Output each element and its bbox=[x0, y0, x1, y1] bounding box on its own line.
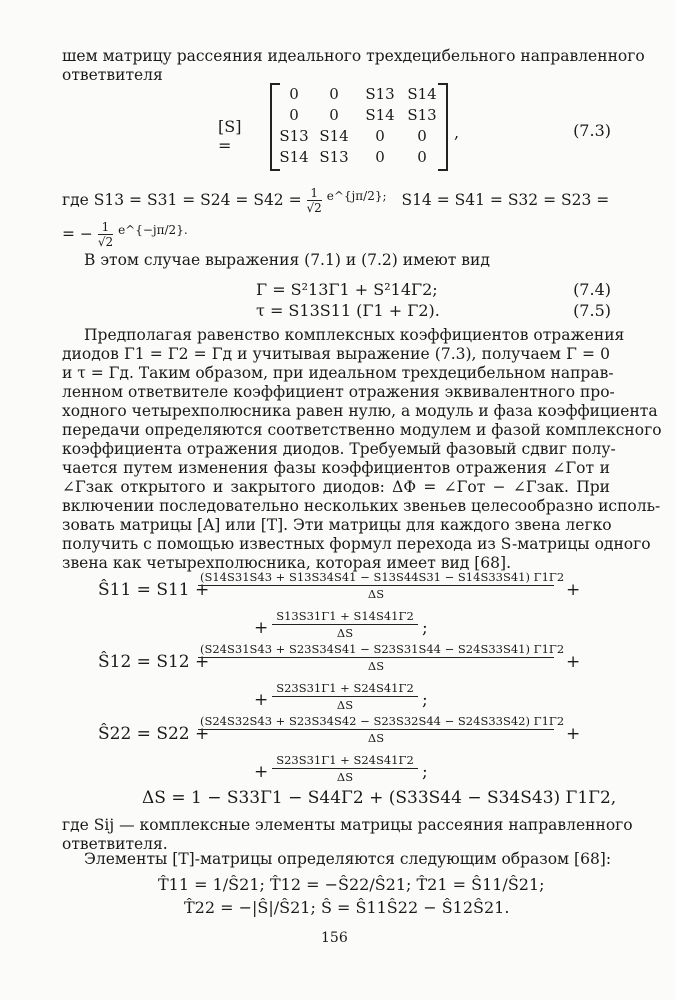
fraction-denominator: ΔS bbox=[336, 626, 354, 640]
text-line: коэффициента отражения диодов. Требуемый фазовый сдвиг полу- bbox=[62, 440, 616, 458]
equation-number: (7.4) bbox=[573, 280, 611, 299]
minus-sign: = − bbox=[62, 225, 93, 244]
s22-fraction-second bbox=[272, 753, 418, 784]
fraction-denominator: ΔS bbox=[336, 698, 354, 712]
fraction bbox=[98, 220, 113, 250]
text-line: ответвителя. bbox=[62, 835, 168, 853]
fraction-numerator: 1 bbox=[307, 186, 322, 201]
text-line: и τ = Γд. Таким образом, при идеальном трехдецибельном направ- bbox=[62, 364, 614, 382]
definition-line bbox=[62, 186, 609, 216]
fraction-numerator: 1 bbox=[98, 220, 113, 235]
matrix-cell: 0 bbox=[329, 106, 339, 124]
delta-s-equation: ΔS = 1 − S33Γ1 − S44Γ2 + (S33S44 − S34S43) Γ1Γ2, bbox=[142, 788, 617, 808]
s11-fraction-second bbox=[272, 609, 418, 640]
equation-7-4: Γ = S²13Γ1 + S²14Γ2; bbox=[256, 280, 438, 299]
semicolon: ; bbox=[422, 690, 428, 710]
s22-fraction-main bbox=[198, 714, 565, 745]
text-line: звена как четырехполюсника, которая имеет вид [68]. bbox=[62, 554, 511, 572]
s12-lhs: Ŝ12 = S12 + bbox=[98, 652, 210, 672]
matrix-cell: 0 bbox=[375, 148, 385, 166]
semicolon: ; bbox=[422, 618, 428, 638]
t-matrix-line: T̂22 = −|Ŝ|/Ŝ21; Ŝ = Ŝ11Ŝ22 − Ŝ12Ŝ21. bbox=[184, 898, 510, 917]
fraction-numerator: (S24S32S43 + S23S34S42 − S23S32S44 − S24S33S42) Γ1Γ2 bbox=[200, 714, 565, 728]
matrix-cell: S13 bbox=[365, 85, 395, 103]
plus-sign: + bbox=[254, 618, 269, 638]
equality-chain: S14 = S41 = S32 = S23 = bbox=[401, 191, 610, 210]
equality-chain: S13 = S31 = S24 = S42 = bbox=[93, 191, 302, 210]
text-line: Предполагая равенство комплексных коэффициентов отражения bbox=[84, 326, 625, 344]
fraction-numerator: S13S31Γ1 + S14S41Γ2 bbox=[272, 609, 418, 625]
fraction-numerator: S23S31Γ1 + S24S41Γ2 bbox=[272, 753, 418, 769]
where-word: где bbox=[62, 191, 89, 210]
text-line: диодов Γ1 = Γ2 = Γд и учитывая выражение (7.3), получаем Γ = 0 bbox=[62, 345, 610, 363]
fraction-denominator: √2 bbox=[306, 201, 322, 216]
fraction-numerator: (S24S31S43 + S23S34S41 − S23S31S44 − S24S33S41) Γ1Γ2 bbox=[200, 642, 565, 656]
plus-sign: + bbox=[566, 724, 581, 744]
fraction-denominator: ΔS bbox=[367, 731, 385, 745]
matrix-cell: S13 bbox=[279, 127, 309, 145]
exponent: e^{jπ/2}; bbox=[326, 189, 387, 204]
matrix-cell: 0 bbox=[329, 85, 339, 103]
definition-line bbox=[62, 220, 188, 250]
plus-sign: + bbox=[566, 652, 581, 672]
s22-lhs: Ŝ22 = S22 + bbox=[98, 724, 210, 744]
equation-number: (7.3) bbox=[573, 121, 611, 140]
plus-sign: + bbox=[254, 762, 269, 782]
matrix-cell: S13 bbox=[407, 106, 437, 124]
text-line: ∠Γзак открытого и закрытого диодов: ΔΦ = ∠Γот − ∠Γзак. При bbox=[62, 478, 610, 496]
s11-lhs: Ŝ11 = S11 + bbox=[98, 580, 210, 600]
matrix-cell: S14 bbox=[279, 148, 309, 166]
matrix-cell: 0 bbox=[289, 85, 299, 103]
fraction-numerator: S23S31Γ1 + S24S41Γ2 bbox=[272, 681, 418, 697]
matrix-cell: S14 bbox=[407, 85, 437, 103]
matrix-cell: S14 bbox=[319, 127, 349, 145]
t-matrix-line: T̂11 = 1/Ŝ21; T̂12 = −Ŝ22/Ŝ21; T̂21 = Ŝ11/Ŝ21; bbox=[158, 875, 545, 894]
matrix-trailing-comma: , bbox=[454, 123, 460, 142]
text-line: зовать матрицы [A] или [T]. Эти матрицы для каждого звена легко bbox=[62, 516, 612, 534]
text-line: ходного четырехполюсника равен нулю, а модуль и фаза коэффициента bbox=[62, 402, 658, 420]
plus-sign: + bbox=[566, 580, 581, 600]
text-line: чается путем изменения фазы коэффициентов отражения ∠Γот и bbox=[62, 459, 610, 477]
fraction-numerator: (S14S31S43 + S13S34S41 − S13S44S31 − S14S33S41) Γ1Γ2 bbox=[200, 570, 565, 584]
text-line: ленном ответвителе коэффициент отражения эквивалентного про- bbox=[62, 383, 615, 401]
plus-sign: + bbox=[254, 690, 269, 710]
s12-fraction-main bbox=[198, 642, 565, 673]
fraction-denominator: √2 bbox=[97, 235, 114, 250]
equation-number: (7.5) bbox=[573, 301, 611, 320]
matrix-cell: S14 bbox=[365, 106, 395, 124]
semicolon: ; bbox=[422, 762, 428, 782]
text-line: шем матрицу рассеяния идеального трехдецибельного направленного bbox=[62, 47, 645, 65]
fraction-denominator: ΔS bbox=[367, 587, 385, 601]
text-line: В этом случае выражения (7.1) и (7.2) имеют вид bbox=[84, 251, 490, 269]
scattering-matrix bbox=[270, 83, 448, 173]
matrix-cell: 0 bbox=[289, 106, 299, 124]
text-line: где Sij — комплексные элементы матрицы рассеяния направленного bbox=[62, 816, 633, 834]
page-number: 156 bbox=[321, 930, 348, 946]
s11-fraction-main bbox=[198, 570, 565, 601]
fraction-denominator: ΔS bbox=[336, 770, 354, 784]
text-line: передачи определяются соответственно модулем и фазой комплексного bbox=[62, 421, 662, 439]
text-line: получить с помощью известных формул перехода из S-матрицы одного bbox=[62, 535, 651, 553]
fraction-denominator: ΔS bbox=[367, 659, 385, 673]
s12-fraction-second bbox=[272, 681, 418, 712]
exponent: e^{−jπ/2}. bbox=[118, 223, 188, 238]
text-line: Элементы [T]-матрицы определяются следующим образом [68]: bbox=[84, 850, 612, 868]
matrix-cell: S13 bbox=[319, 148, 349, 166]
text-line: ответвителя bbox=[62, 66, 163, 84]
matrix-cell: 0 bbox=[417, 148, 427, 166]
equation-7-5: τ = S13S11 (Γ1 + Γ2). bbox=[256, 301, 440, 320]
matrix-lhs: [S] = bbox=[218, 117, 242, 155]
text-line: включении последовательно нескольких звеньев целесообразно исполь- bbox=[62, 497, 661, 515]
matrix-cell: 0 bbox=[375, 127, 385, 145]
matrix-cell: 0 bbox=[417, 127, 427, 145]
fraction bbox=[307, 186, 322, 216]
